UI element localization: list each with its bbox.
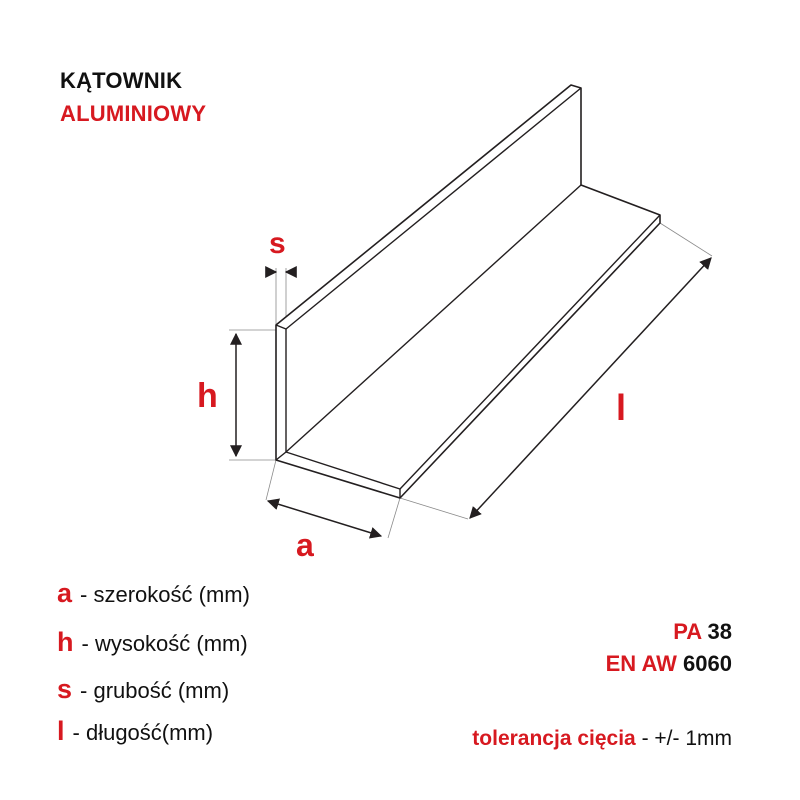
legend-key: a bbox=[57, 578, 73, 608]
legend-text: - grubość (mm) bbox=[80, 678, 230, 703]
legend-key: l bbox=[57, 716, 65, 746]
legend-text: - długość(mm) bbox=[72, 720, 214, 745]
legend-item-l bbox=[57, 716, 213, 747]
legend-key: s bbox=[57, 674, 73, 704]
title-line-1: KĄTOWNIK bbox=[60, 68, 183, 93]
dimension-label-l: l bbox=[616, 387, 627, 428]
legend-text: - szerokość (mm) bbox=[80, 582, 250, 607]
legend-item-s bbox=[57, 674, 229, 705]
en-prefix: EN AW bbox=[605, 651, 677, 676]
en-value: 6060 bbox=[683, 651, 732, 676]
legend-text: - wysokość (mm) bbox=[81, 631, 248, 656]
tolerance-value: - +/- 1mm bbox=[641, 727, 732, 750]
dimension-label-a: a bbox=[296, 527, 314, 563]
a-dimension-arrow bbox=[268, 501, 381, 536]
pa-prefix: PA bbox=[673, 619, 702, 644]
legend-key: h bbox=[57, 627, 74, 657]
legend-item-h bbox=[57, 627, 248, 658]
tolerance-label: tolerancja cięcia bbox=[472, 727, 636, 750]
material-grade-pa bbox=[673, 619, 732, 645]
title-line-2: ALUMINIOWY bbox=[60, 101, 207, 126]
legend-item-a bbox=[57, 578, 250, 609]
dimension-label-h: h bbox=[197, 377, 218, 415]
dimension-label-s: s bbox=[269, 227, 286, 260]
pa-value: 38 bbox=[707, 619, 732, 644]
cutting-tolerance bbox=[472, 727, 732, 751]
profile-outline bbox=[276, 85, 660, 498]
material-grade-en-aw bbox=[606, 651, 732, 677]
